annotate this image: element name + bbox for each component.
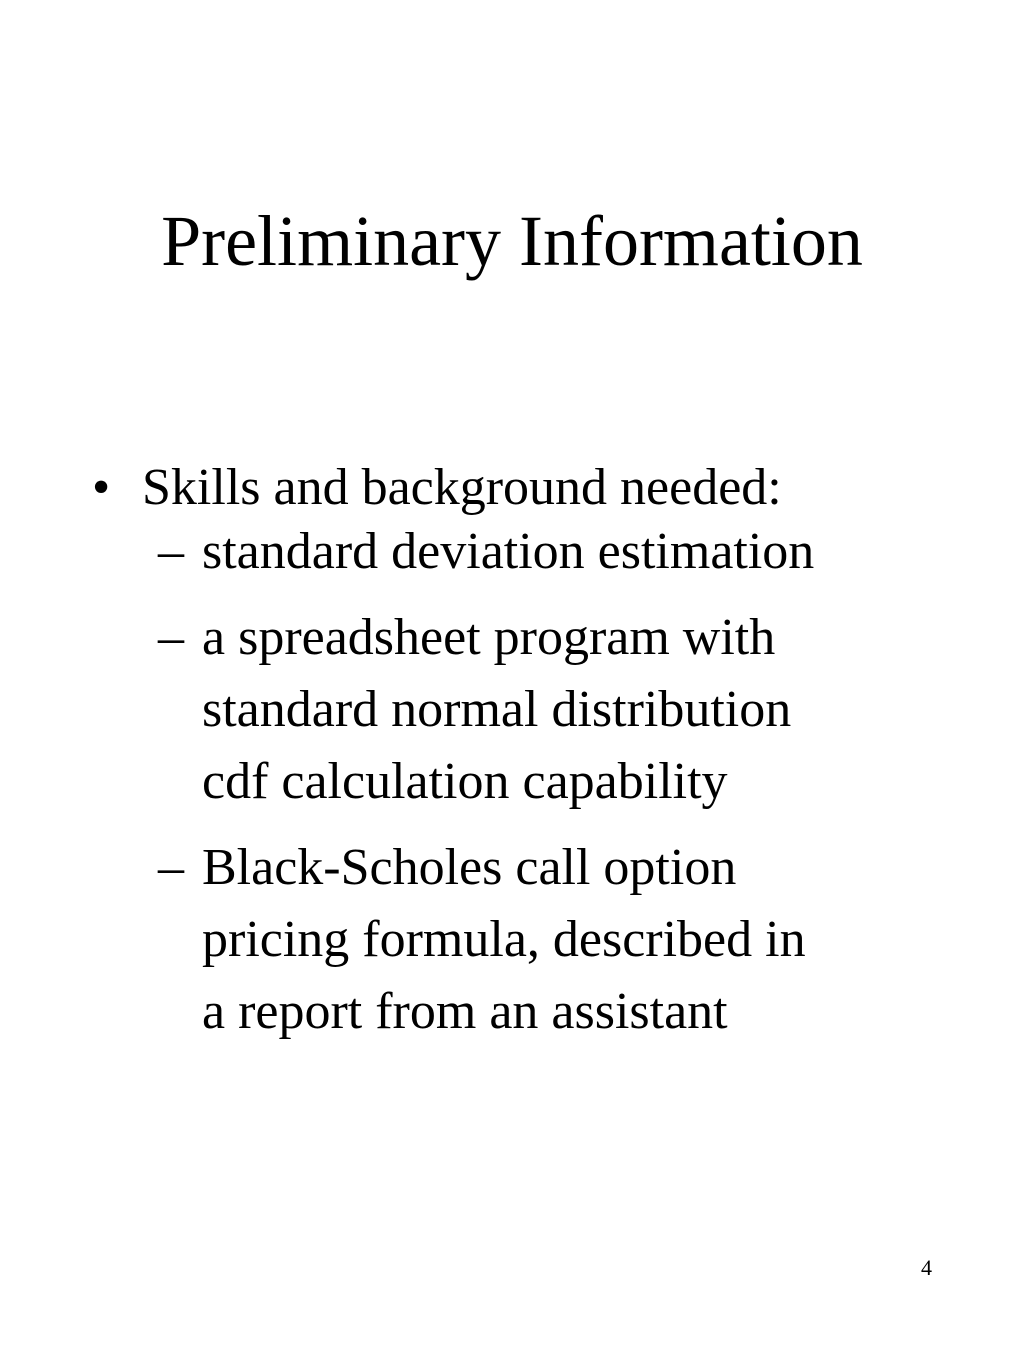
sub-bullet-line: standard deviation estimation: [202, 523, 815, 580]
dash-marker: –: [158, 609, 184, 666]
sub-bullet-item: [158, 602, 998, 818]
sub-bullet-line: a spreadsheet program with: [202, 609, 776, 666]
sub-bullet-line: a report from an assistant: [202, 983, 728, 1040]
dash-marker: –: [158, 523, 184, 580]
bullet-text: Skills and background needed:: [142, 459, 782, 516]
slide-title: Preliminary Information: [161, 201, 863, 281]
sub-bullet-item: [158, 832, 998, 1048]
bullet-marker: •: [92, 459, 111, 516]
page-number: 4: [921, 1255, 932, 1280]
dash-marker: –: [158, 839, 184, 896]
sub-bullet-item: [158, 516, 998, 588]
sub-bullet-list: [158, 516, 998, 1062]
sub-bullet-line: pricing formula, described in: [202, 911, 806, 968]
sub-bullet-line: Black-Scholes call option: [202, 839, 737, 896]
sub-bullet-line: cdf calculation capability: [202, 753, 728, 810]
sub-bullet-line: standard normal distribution: [202, 681, 792, 738]
